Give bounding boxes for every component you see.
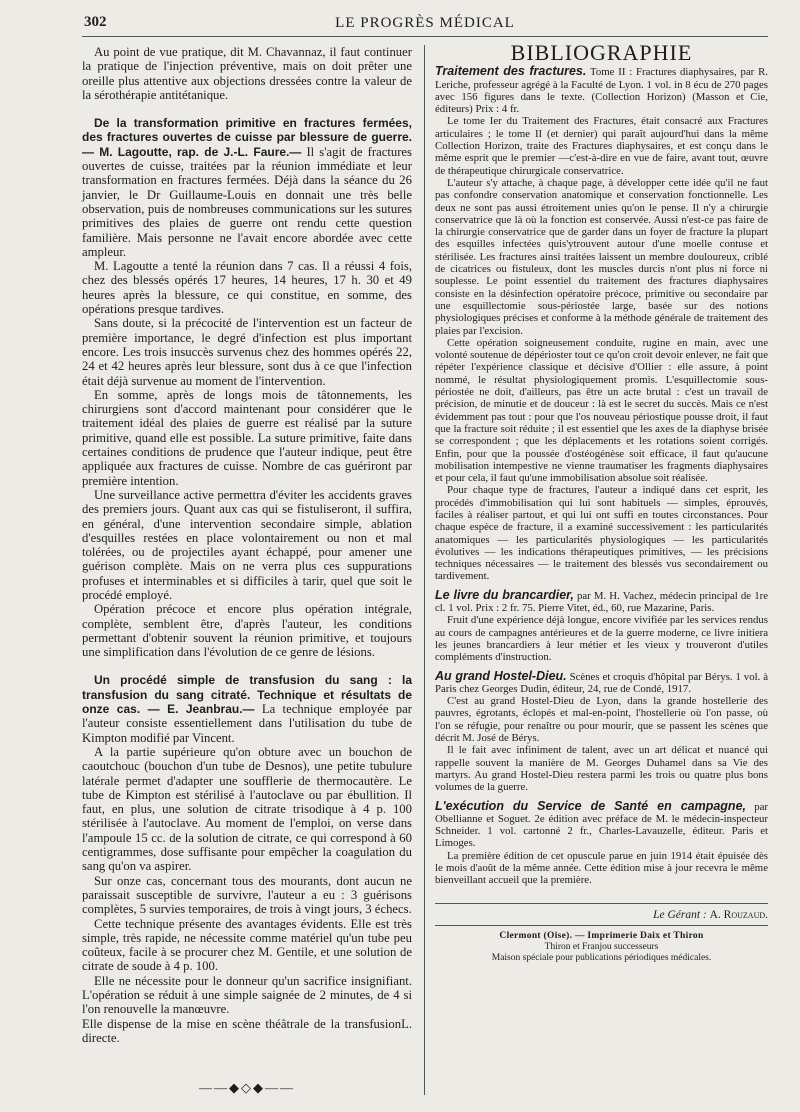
book-title: L'exécution du Service de Santé en campagne, bbox=[435, 798, 746, 813]
printer-imprint bbox=[435, 931, 768, 964]
book-title: Traitement des fractures. bbox=[435, 64, 587, 79]
book-details: Scènes et croquis d'hôpital par Bérys. 1 vol. à Paris chez Georges Dudin, éditeur, 24, rue de Condé, 1917. bbox=[435, 670, 768, 695]
left-column bbox=[82, 45, 425, 1095]
publisher-line bbox=[435, 903, 768, 926]
book-title: Le livre du brancardier, bbox=[435, 587, 574, 602]
gerant-label: Le Gérant : bbox=[653, 908, 707, 921]
review-paragraph: C'est au grand Hostel-Dieu de Lyon, dans la grande hostellerie des pauvres, égrotants, éclopés et mal-en-point, l'hostellerie où l'on passe, où l'on se réfugie, pour renaître ou pour mourir, que se passent les scènes que décrit M. José de Bérys. bbox=[435, 695, 768, 745]
paragraph: Sur onze cas, concernant tous des mourants, dont aucun ne paraissait susceptible de survivre, l'auteur a eu : 3 guérisons complètes, 5 survies temporaires, de trois à vingt jours, 3 échecs. bbox=[82, 873, 412, 917]
review-heading bbox=[435, 800, 768, 850]
gerant-name: A. Rouzaud. bbox=[709, 908, 768, 921]
book-details: Tome II : Fractures diaphysaires, par R. Leriche, professeur agrégé à la Faculté de Lyon. 1 vol. in 8 écu de 270 pages avec 156 figures dans le texte. (Collection Horizon) (Masson et Cie, éditeurs) Prix : 4 fr. bbox=[435, 66, 768, 116]
article-title: Un procédé simple de transfusion du sang : la transfusion du sang citraté. Technique et résultats de onze cas. — E. Jeanbrau.— bbox=[82, 673, 412, 717]
paragraph: Cette technique présente des avantages évidents. Elle est très simple, très rapide, ne nécessite comme matériel qu'un tube peu coûteux, facile à se procurer chez M. Gentile, et une solution de citrate de soude à 4 p. 100. bbox=[82, 916, 412, 974]
author-signature: L. bbox=[401, 1016, 412, 1031]
paragraph: Au point de vue pratique, dit M. Chavannaz, il faut continuer la pratique de l'injection préventive, mais on doit prêter une oreille plus attentive aux objections dressées contre la valeur de la sérothérapie antitétanique. bbox=[82, 45, 412, 102]
paragraph: Une surveillance active permettra d'éviter les accidents graves des premiers jours. Quant aux cas qui se fistuliseront, il suffira, en général, d'une intervention secondaire simple, ablation d'esquilles restées en place volontairement ou non et mal tolérées, ou de projectiles ayant échappé, pour amener une guérison complète. Mais on ne verra plus ces suppurations profuses et interminables et si difficiles à tarir, quel que soit le procédé employé. bbox=[82, 487, 412, 602]
two-column-body bbox=[82, 40, 768, 1096]
printer-successors: Thiron et Franjou successeurs bbox=[544, 941, 659, 952]
review-heading bbox=[435, 65, 768, 115]
printer-specialty: Maison spéciale pour publications périodiques médicales. bbox=[491, 952, 712, 963]
review-paragraph: La première édition de cet opuscule parue en juin 1914 était épuisée dès le mois d'août de la même année. Cette édition mise à jour recevra le même bienveillant accueil que la première. bbox=[435, 849, 768, 887]
book-details: par M. H. Vachez, médecin principal de 1re cl. 1 vol. Prix : 2 fr. 75. Pierre Vitet, éd., 60, rue Mazarine, Paris. bbox=[435, 589, 768, 615]
book-title: Au grand Hostel-Dieu. bbox=[435, 668, 567, 683]
review-paragraph: Fruit d'une expérience déjà longue, encore vivifiée par les services rendus au cours de campagnes antérieures et de la guerre moderne, ce livre initiera les jeunes brancardiers à leur métier et les vieux y trouveront d'utiles compléments d'instruction. bbox=[435, 614, 768, 664]
paragraph: Opération précoce et encore plus opération intégrale, complète, semblent être, d'après l'auteur, les conditions permettant d'obtenir souvent la réunion primitive, et toujours une simplification dans l'évolution de ce genre de lésions. bbox=[82, 602, 412, 660]
page-number: 302 bbox=[84, 14, 107, 30]
closing-paragraph bbox=[82, 1017, 412, 1046]
article-title: De la transformation primitive en fractures fermées, des fractures ouvertes de cuisse par blessure de guerre.— M. Lagoutte, rap. de J.-L. Faure.— bbox=[82, 116, 412, 159]
page-header bbox=[82, 14, 768, 37]
review-paragraph: Il le fait avec infiniment de talent, avec un art délicat et nuancé qui rappelle souvent la manière de M. Georges Duhamel dans sa Vie des martyrs. Au grand Hostel-Dieu restera parmi les trois ou quatre plus bons volumes de la guerre. bbox=[435, 744, 768, 794]
article-paragraph bbox=[82, 673, 412, 744]
article-paragraph bbox=[82, 116, 412, 259]
paragraph-text: La technique employée par l'auteur consiste essentiellement dans l'utilisation du tube de Kimpton modifié par Vincent. bbox=[82, 702, 412, 745]
paragraph: M. Lagoutte a tenté la réunion dans 7 cas. Il a réussi 4 fois, chez des blessés opérés 17 heures, 14 heures, 17 h. 30 et 49 heures après la blessure, ce qui constitue, en somme, des opérations presque tardives. bbox=[82, 259, 412, 317]
paragraph: En somme, après de longs mois de tâtonnements, les chirurgiens sont d'accord maintenant pour considérer que le traitement idéal des plaies de guerre est réalisé par la suture primitive, quand elle est possible. La suture primitive, faite dans certaines conditions de prudence que l'auteur indique, peut être appliquée aux fractures de cuisse. Nombre de cas guériront par première intention. bbox=[82, 387, 412, 488]
paragraph: Elle ne nécessite pour le donneur qu'un sacrifice insignifiant. L'opération se réduit à une simple saignée de 2 minutes, de 4 si l'on renouvelle la manœuvre. bbox=[82, 973, 412, 1017]
review-paragraph: Le tome Ier du Traitement des Fractures, était consacré aux Fractures articulaires ; le tome II (et dernier) qui paraît aujourd'hui dans la même Collection Horizon, traite des Fractures diaphysaires, et est conçu dans le même esprit que le premier —c'est-à-dire en vue de faire, avant tout, œuvre de thérapeutique chirurgicale conservatrice. bbox=[435, 115, 768, 177]
review-heading bbox=[435, 670, 768, 696]
right-column bbox=[425, 40, 768, 1095]
printer-line: Clermont (Oise). — Imprimerie Daix et Thiron bbox=[499, 930, 704, 941]
paragraph: Sans doute, si la précocité de l'intervention est un facteur de première importance, le degré d'infection est plus important encore. Les trois insuccès survenus chez des hommes opérés 22, 24 et 42 heures après leur blessure, sont dus à ce que l'infection était déjà survenue au moment de l'intervention. bbox=[82, 316, 412, 388]
review-paragraph: Pour chaque type de fractures, l'auteur a indiqué dans cet esprit, les procédés d'immobilisation qui lui sont habituels — simples, éprouvés, faciles à réaliser partout, et qui lui ont suffi en toutes circonstances. Pour chaque espèce de fracture, il a examiné successivement : les particularités anatomiques — les particularités physiologiques — les particularités évolutives — les indications thérapeutiques primitives, — les précisions techniques nécessaires — le traitement des blessés vus secondairement ou tardivement. bbox=[435, 484, 768, 583]
paragraph-text: Elle dispense de la mise en scène théâtrale de la transfusion directe. bbox=[82, 1016, 402, 1045]
journal-title: LE PROGRÈS MÉDICAL bbox=[335, 15, 515, 31]
paragraph: A la partie supérieure qu'on obture avec un bouchon de caoutchouc (bouchon d'un tube de Desnos), une petite tubulure latérale permet d'adapter une soufflerie de thermocautère. Le tube de Kimpton est stérilisé à l'autoclave ou par ébullition. Il faut, en plus, une solution de citrate trisodique à 4 p. 100 stérilisée à l'autoclave. Au moment de l'emploi, on verse dans l'ampoule 15 cc. de la solution de citrate, ce qui correspond à 60 centigrammes, dose suffisante pour empêcher la coagulation du sang qu'on va aspirer. bbox=[82, 744, 412, 874]
paragraph-text: Il s'agit de fractures ouvertes de cuisse, traitées par la réunion immédiate et leur transformation en fractures fermées. Déjà dans la séance du 26 janvier, le Dr Guillaume-Louis en donnait une très belle observation, puis de nombreuses communications sur les sutures primitives des plaies de guerre ont rendu cette question familière. Mais personne ne l'avait encore abordée avec cette ampleur. bbox=[82, 144, 412, 259]
ornament-divider: ——◆◇◆—— bbox=[199, 1080, 295, 1096]
book-details: par Obellianne et Soguet. 2e édition avec préface de M. le médecin-inspecteur Schneider. 1 vol. cartonné 2 fr., Charles-Lavauzelle, éditeur. Paris et Limoges. bbox=[435, 800, 768, 850]
review-paragraph: L'auteur s'y attache, à chaque page, à développer cette idée qu'il ne faut pas confondre conservation anatomique et conservation fonctionnelle. Les deux ne sont pas aussi étroitement unies qu'on le pense. Il n'y a chirurgie conservatrice que là où la fonction est conservée. Aussi n'est-ce pas faire de la chirurgie conservatrice que de garder dans un foyer de fracture la plupart des esquilles infectées quis'ytrouvent autour d'une moelle contuse et stérilisée. Les fractures ainsi traitées laissent un membre douloureux, criblé de cicatrices ou fistuleux, dont les muscles durcis n'ont plus ni force ni souplesse. Le point essentiel du traitement des fractures diaphysaires consiste en la désinfection opératoire précoce, primitive ou secondaire par une esquillectomie sous-périostée large, basée sur des notions physiologiques précises et conforme à la méthode générale de traitement des plaies par l'excision. bbox=[435, 176, 768, 337]
review-paragraph: Cette opération soigneusement conduite, rugine en main, avec une volonté soutenue de dépérioster tout ce qu'on croit devoir enlever, ne fait que répéter l'expérience classique et décisive d'Ollier : elle assure, à point nommé, le résultat physiologiquement promis. L'esquillectomie sous-périostée ne doit, d'ailleurs, pas être un acte brutal : c'est un travail de précision, de minutie et de douceur : là est le secret du succès. Mais ce n'est évidemment pas tout : pour que l'os nouveau périostique pousse droit, il faut que la fracture soit réduite ; il est essentiel que les axes de la diaphyse brisée se correspondent ; que les déplacements et les rotations soient corrigés. Enfin, pour que la poussée d'ostéogénèse soit efficace, il faut qu'aucune mobilisation intempestive ne vienne traumatiser les fragments diaphysaires et pour cela, il faut qu'une immobilisation absolue soit réalisée. bbox=[435, 336, 768, 485]
review-heading bbox=[435, 589, 768, 615]
section-title: BIBLIOGRAPHIE bbox=[510, 40, 693, 65]
